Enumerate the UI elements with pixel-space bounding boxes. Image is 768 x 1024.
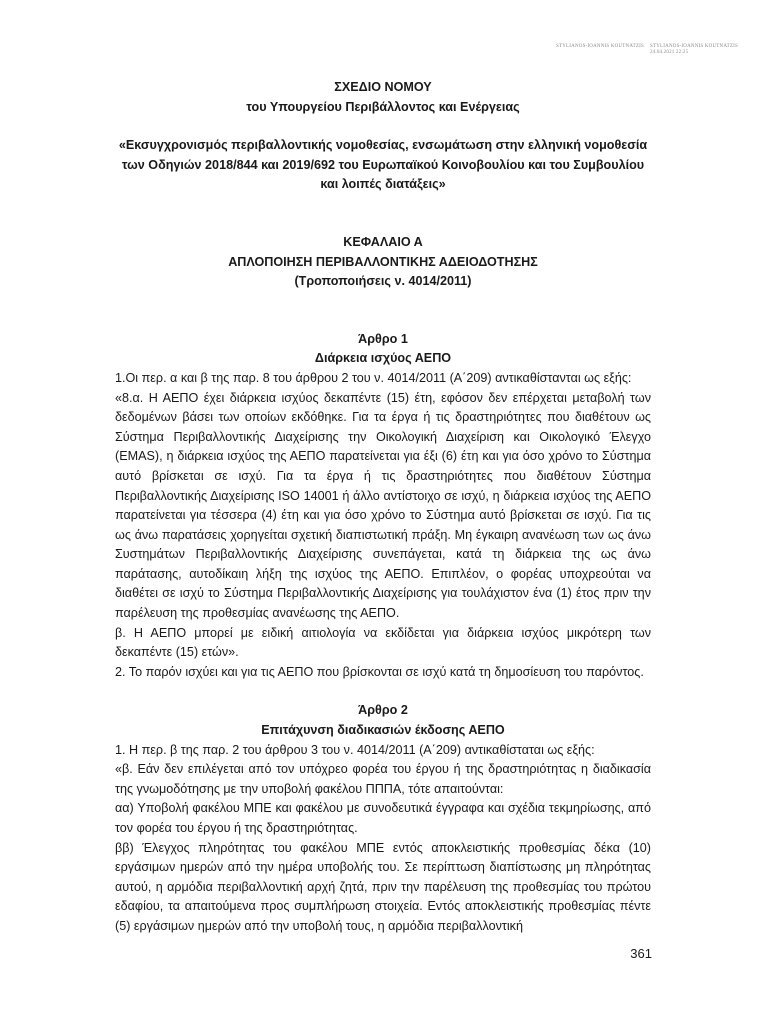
signature-stamp-name: STYLIANOS-IOANNIS KOUTNATZIS: [649, 44, 738, 49]
article-1-paragraph: 1.Οι περ. α και β της παρ. 8 του άρθρου 2 του ν. 4014/2011 (Α΄209) αντικαθίστανται ως εξής:: [115, 370, 632, 385]
article-2-paragraph: ββ) Έλεγχος πληρότητας του φακέλου ΜΠΕ εντός αποκλειστικής προθεσμίας δέκα (10) εργάσιμων ημερών από την ημέρα υποβολής του. Σε περίπτωση διαπίστωσης μη πληρότητας αυτού, η αρμόδια περιβαλλοντική αρχή ζητά, πριν την παρέλευση της προθεσμίας του πρώτου εδαφίου, τα απαιτούμενα προς συμπλήρωση στοιχεία. Εντός αποκλειστικής προθεσμίας πέντε (5) εργάσιμων ημερών από την υποβολή τους, η αρμόδια περιβαλλοντική: [115, 840, 651, 933]
article-1-number: Άρθρο 1: [358, 331, 408, 346]
document-title: ΣΧΕΔΙΟ ΝΟΜΟΥ: [334, 80, 432, 94]
page-number: 361: [630, 946, 652, 961]
article-2-number: Άρθρο 2: [358, 703, 408, 718]
digital-signature: [556, 44, 738, 56]
article-2-title: Επιτάχυνση διαδικασιών έκδοσης ΑΕΠΟ: [261, 723, 505, 738]
article-1-title: Διάρκεια ισχύος ΑΕΠΟ: [314, 351, 452, 366]
chapter-label: ΚΕΦΑΛΑΙΟ Α: [343, 234, 423, 249]
law-title: «Εκσυγχρονισμός περιβαλλοντικής νομοθεσίας, ενσωμάτωση στην ελληνική νομοθεσία των Οδηγιών 2018/844 και 2019/692 του Ευρωπαϊκού Κοινοβουλίου και του Συμβουλίου και λοιπές διατάξεις»: [118, 138, 648, 192]
chapter-title: ΑΠΛΟΠΟΙΗΣΗ ΠΕΡΙΒΑΛΛΟΝΤΙΚΗΣ ΑΔΕΙΟΔΟΤΗΣΗΣ: [228, 254, 538, 269]
document-page: [115, 78, 651, 937]
signature-stamp: [650, 44, 738, 56]
article-1-paragraph: «8.α. Η ΑΕΠΟ έχει διάρκεια ισχύος δεκαπέντε (15) έτη, εφόσον δεν επέρχεται μεταβολή των δεδομένων βάσει των οποίων εκδόθηκε. Για τα έργα ή τις δραστηριότητες που διαθέτουν ως Σύστημα Περιβαλλοντικής Διαχείρισης την Οικολογική Διαχείριση και Οικολογικό Έλεγχο (EMAS), η διάρκεια ισχύος της ΑΕΠΟ παρατείνεται για έξι (6) έτη και για όσο χρόνο το Σύστημα αυτό βρίσκεται σε ισχύ. Για τα έργα ή τις δραστηριότητες που διαθέτουν Σύστημα Περιβαλλοντικής Διαχείρισης ISO 14001 ή άλλο αντίστοιχο σε ισχύ, η διάρκεια ισχύος της ΑΕΠΟ παρατείνεται για τέσσερα (4) έτη και για όσο χρόνο το Σύστημα αυτό βρίσκεται σε ισχύ. Για τις ως άνω παρατάσεις χορηγείται σχετική διαπιστωτική πράξη. Μη έγκαιρη ανανέωση των ως άνω Συστημάτων Περιβαλλοντικής Διαχείρισης συνεπάγεται, κατά τη διάρκεια της ως άνω παράτασης, αυτοδίκαιη λήξη της ισχύος της ΑΕΠΟ. Επιπλέον, ο φορέας υποχρεούται να διαθέτει σε ισχύ το Σύστημα Περιβαλλοντικής Διαχείρισης για τουλάχιστον ένα (1) έτος πριν την παρέλευση της προθεσμίας ανανέωσης της ΑΕΠΟ.: [115, 390, 651, 621]
article-2-paragraph: «β. Εάν δεν επιλέγεται από τον υπόχρεο φορέα του έργου ή της δραστηριότητας η διαδικασία της γνωμοδότησης με την υποβολή φακέλου ΠΠΠΑ, τότε απαιτούνται:: [115, 762, 651, 796]
ministry-line: του Υπουργείου Περιβάλλοντος και Ενέργειας: [246, 99, 520, 114]
signature-name: STYLIANOS-IOANNIS KOUTNATZIS: [556, 44, 644, 49]
article-1-paragraph: β. Η ΑΕΠΟ μπορεί με ειδική αιτιολογία να εκδίδεται για διάρκεια ισχύος μικρότερη των δεκαπέντε (15) ετών».: [115, 625, 651, 660]
article-2-paragraph: αα) Υποβολή φακέλου ΜΠΕ και φακέλου με συνοδευτικά έγγραφα και σχέδια τεκμηρίωσης, από τον φορέα του έργου ή της δραστηριότητας.: [115, 801, 651, 835]
chapter-subtitle: (Τροποποιήσεις ν. 4014/2011): [294, 274, 472, 289]
signature-stamp-date: 24.04.2021 22:25: [649, 50, 689, 55]
article-2-paragraph: 1. Η περ. β της παρ. 2 του άρθρου 3 του ν. 4014/2011 (Α΄209) αντικαθίσταται ως εξής:: [115, 742, 595, 757]
article-1-paragraph: 2. Το παρόν ισχύει και για τις ΑΕΠΟ που βρίσκονται σε ισχύ κατά τη δημοσίευση του παρόντος.: [115, 664, 644, 679]
